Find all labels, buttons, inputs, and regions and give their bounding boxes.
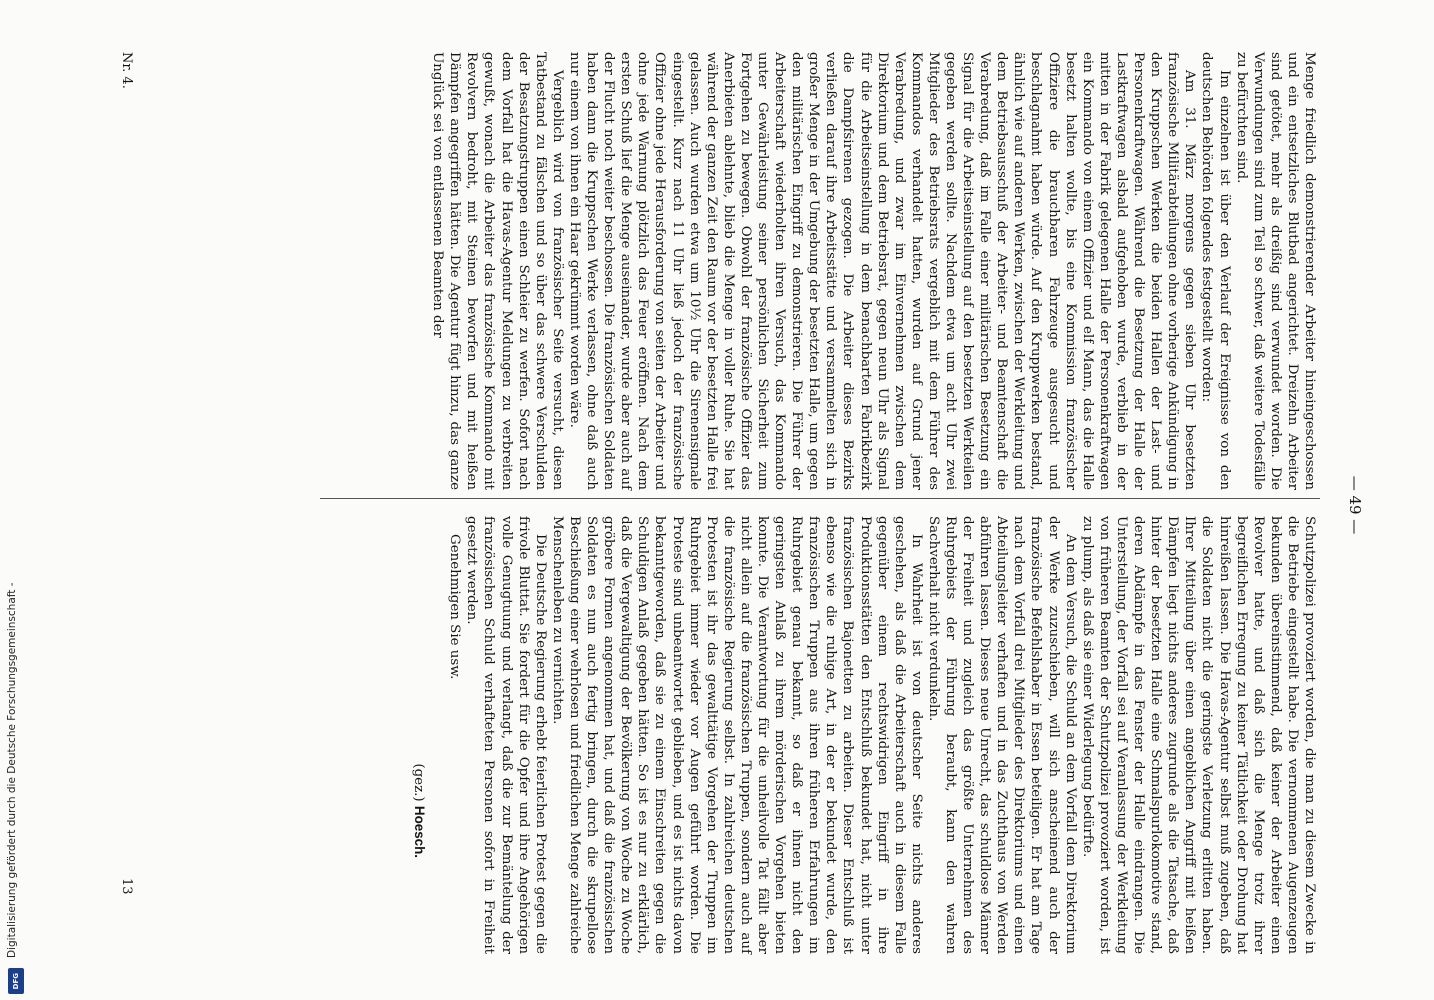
document-page [82, 40, 1372, 970]
signature-prefix: (gez.) [411, 763, 427, 802]
paragraph: An dem Versuch, die Schuld an dem Vorfall dem Direktorium der Werke zuzuschieben, will sich anscheinend auch der französische Befehlshaber in Essen beteiligen. Er hat am Tage nach dem Vorfall drei Mitglieder des Direktoriums und einen Abteilungsleiter verhaften und in das Zuchthaus von Werden abführen lassen. Dieses neue Unrecht, das schuldlose Männer der Freiheit und zugleich das größte Unternehmen des Ruhrgebiets der Führung beraubt, kann den wahren Sachverhalt nicht verdunkeln. [925, 516, 1078, 954]
signature [410, 516, 428, 954]
right-column [410, 516, 1318, 954]
left-column [429, 52, 1318, 490]
issue-number: Nr. 4. [119, 52, 134, 89]
dfg-logo-icon [8, 968, 24, 994]
signature-name: Hoesch. [412, 805, 428, 858]
digitization-credit-bar [6, 0, 28, 1000]
digitization-credit-text: Digitalisierung gefördert durch die Deutsche Forschungsgemeinschaft - [6, 582, 18, 958]
paragraph: Menge friedlich demonstrierender Arbeiter hineingeschossen und ein entsetzliches Blutbad angerichtet. Dreizehn Arbeiter sind getötet, mehr als dreißig sind verwundet worden. Die Verwundungen sind zum Teil so schwer, daß weitere Todesfälle zu befürchten sind. [1233, 52, 1317, 490]
sheet-number: 13 [119, 878, 134, 895]
page-number: — 49 — [1346, 475, 1364, 535]
paragraph: Im einzelnen ist über den Verlauf der Ereignisse von den deutschen Behörden folgendes festgestellt worden: [1199, 52, 1232, 490]
paragraph: Vergeblich wird von französischer Seite versucht, diesen Tatbestand zu fälschen und so über das schwere Verschulden der Besatzungstruppen einen Schleier zu werfen. Sofort nach dem Vorfall hat die Havas-Agentur Meldungen zu verbreiten gewußt, wonach die Arbeiter das französische Kommando mit Revolvern bedroht, mit Steinen beworfen und mit heißen Dämpfen angegriffen hätten. Die Agentur fügt hinzu, das ganze Unglück sei von entlassenen Beamten der [430, 52, 565, 490]
closing-formula: Genehmigen Sie usw. [447, 534, 463, 680]
paragraph: In Wahrheit ist von deutscher Seite nichts anderes geschehen, als daß die Arbeiterschaft auch in diesem Falle gegenüber einem rechtswidrigen Eingriff in ihre Produktionsstätten den Entschluß bekundet hat, nicht unter französischen Bajonetten zu arbeiten. Dieser Entschluß ist ebenso wie die ruhige Art, in der er bekundet wurde, den französischen Truppen aus ihren früheren Erfahrungen im Ruhrgebiet genau bekannt, so daß er ihnen nicht den geringsten Anlaß zu ihrem mörderischen Vorgehen bieten konnte. Die Verantwortung für die unheilvolle Tat fällt aber nicht allein auf die französischen Truppen, sondern auch auf die französische Regierung selbst. In zahlreichen deutschen Protesten ist ihr das gewalttätige Vorgehen der Truppen im Ruhrgebiet immer wieder vor Augen geführt worden. Die Proteste sind unbeantwortet geblieben, und es ist nichts davon bekanntgeworden, daß sie zu einem Einschreiten gegen die Schuldigen Anlaß gegeben hätten. So ist es nur zu erklärlich, daß die Vergewaltigung der Bevölkerung von Woche zu Woche gröbere Formen angenommen hat, und daß die französischen Soldaten es nun auch fertig bringen, durch die skrupellose Beschießung einer wehrlosen und friedlichen Menge zahlreiche Menschenleben zu vernichten. [549, 516, 924, 954]
column-divider [320, 498, 1320, 499]
dfg-logo-text: DFG [12, 972, 20, 990]
paragraph: Am 31. März morgens gegen sieben Uhr besetzten französische Militärabteilungen ohne vorherige Ankündigung in den Kruppschen Werken die beiden Hallen der Last- und Personenkraftwagen. Während die Besetzung der Halle der Lastkraftwagen alsbald aufgehoben wurde, verblieb in der mitten in der Fabrik gelegenen Halle der Personenkraftwagen ein Kommando von einem Offizier und elf Mann, das die Halle besetzt halten wollte, bis eine Kommission französischer Offiziere die brauchbaren Fahrzeuge ausgesucht und beschlagnahmt haben würde. Auf den Kruppwerken bestand, ähnlich wie auf anderen Werken, zwischen der Werkleitung und dem Betriebsausschuß der Arbeiter- und Beamtenschaft die Verabredung, daß im Falle einer militärischen Besetzung ein Signal für die Arbeitseinstellung auf den besetzten Werkteilen gegeben werden sollte. Nachdem etwa um acht Uhr zwei Mitglieder des Betriebsrats vergeblich mit dem Führer des Kommandos verhandelt hatten, wurden auf Grund jener Verabredung, und zwar im Einvernehmen zwischen dem Direktorium und dem Betriebsrat, gegen neun Uhr als Signal für die Arbeitseinstellung in dem benachbarten Fabrikbezirk die Dampfsirenen gezogen. Die Arbeiter dieses Bezirks verließen darauf ihre Arbeitsstätte und versammelten sich in großer Menge in der Umgebung der besetzten Halle, um gegen den militärischen Eingriff zu demonstrieren. Die Führer der Arbeiterschaft wiederholten ihren Versuch, das Kommando unter Gewährleistung seiner persönlichen Sicherheit zum Fortgehen zu bewegen. Obwohl der französische Offizier das Anerbieten ablehnte, blieb die Menge in voller Ruhe. Sie hat während der ganzen Zeit den Raum vor der besetzten Halle frei gelassen. Auch wurden etwa um 10½ Uhr die Sirenensignale eingestellt. Kurz nach 11 Uhr ließ jedoch der französische Offizier ohne jede Herausforderung von seiten der Arbeiter und ohne jede Warnung plötzlich das Feuer eröffnen. Nach dem ersten Schuß lief die Menge auseinander, wurde aber auch auf der Flucht noch weiter beschossen. Die französischen Soldaten haben dann die Kruppschen Werke verlassen, ohne daß auch nur einem von ihnen ein Haar gekrümmt worden wäre. [566, 52, 1198, 490]
paragraph: Schutzpolizei provoziert worden, die man zu diesem Zwecke in die Betriebe eingestellt habe. Die vernommenen Augenzeugen bekunden übereinstimmend, daß keiner der Arbeiter einen Revolver hatte, und daß sich die Menge trotz ihrer begreiflichen Erregung zu keiner Tätlichkeit oder Drohung hat hinreißen lassen. Die Havas-Agentur selbst muß zugeben, daß die Soldaten nicht die geringste Verletzung erlitten haben. Ihrer Mitteilung über einen angeblichen Angriff mit heißen Dämpfen liegt nichts anderes zugrunde als die Tatsache, daß hinter der besetzten Halle eine Schmalspurlokomotive stand, deren Abdämpfe in das Fenster der Halle eindrangen. Die Unterstellung, der Vorfall sei auf Veranlassung der Werkleitung von früheren Beamten der Schutzpolizei provoziert worden, ist zu plump, als daß sie einer Widerlegung bedürfte. [1079, 516, 1317, 954]
paragraph: Die Deutsche Regierung erhebt feierlichen Protest gegen die frivole Bluttat. Sie fordert für die Opfer und ihre Angehörigen volle Genugtuung und verlangt, daß die zur Bemäntelung der französischen Schuld verhafteten Personen sofort in Freiheit gesetzt werden. [464, 516, 548, 954]
